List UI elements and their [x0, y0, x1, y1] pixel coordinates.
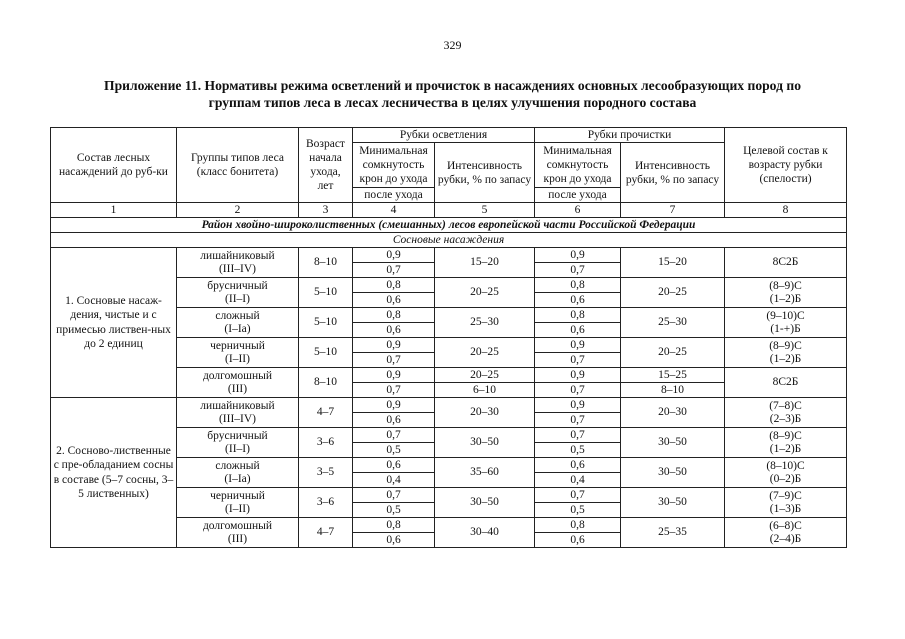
start-age-cell: 8–10: [299, 368, 353, 398]
osv-density-after: 0,5: [353, 443, 435, 458]
forest-type-cell: [177, 518, 299, 548]
start-age-cell: 4–7: [299, 518, 353, 548]
osv-intensity-cell: 35–60: [435, 458, 535, 488]
osv-density-after: 0,6: [353, 293, 435, 308]
proch-density-before: 0,7: [535, 488, 621, 503]
start-age-cell: 4–7: [299, 398, 353, 428]
start-age-cell: 3–6: [299, 428, 353, 458]
target-composition-line: (7–9)С: [769, 489, 802, 502]
osv-intensity-cell: 15–20: [435, 248, 535, 278]
proch-density-before: 0,8: [535, 518, 621, 533]
header-intensity-osv: Интенсивность рубки, % по запасу: [435, 143, 535, 203]
osv-density-before: 0,9: [353, 368, 435, 383]
page-title: [40, 77, 865, 111]
group-label: 2. Сосново-лиственные с пре-обладанием сосны в составе (5–7 сосны, 3–5 лиственных): [51, 398, 177, 548]
proch-density-before: 0,8: [535, 278, 621, 293]
column-number: 1: [51, 203, 177, 218]
proch-density-after: 0,6: [535, 533, 621, 548]
start-age-cell: 5–10: [299, 308, 353, 338]
target-composition-line: (7–8)С: [769, 399, 802, 412]
osv-intensity-cell: 20–25: [435, 338, 535, 368]
proch-density-after: 0,5: [535, 503, 621, 518]
header-min-density-proch: Минимальная сомкнутость крон до ухода: [535, 143, 621, 188]
osv-density-after: 0,6: [353, 533, 435, 548]
proch-density-before: 0,9: [535, 398, 621, 413]
target-composition-cell: [725, 338, 847, 368]
target-composition-line: (8–10)С: [766, 459, 805, 472]
title-line-1: Приложение 11. Нормативы режима осветлений и прочисток в насаждениях основных лесообразующих пород по: [104, 78, 801, 93]
target-composition-cell: [725, 248, 847, 278]
target-composition-line: (2–4)Б: [769, 532, 802, 545]
forest-type-cell: [177, 278, 299, 308]
forest-type-class: (I–Ia): [224, 472, 251, 485]
target-composition-line: (1–2)Б: [769, 442, 802, 455]
target-composition-line: (1-+)Б: [770, 322, 801, 335]
target-composition-line: (8–9)С: [769, 279, 802, 292]
osv-density-before: 0,8: [353, 518, 435, 533]
target-composition-line: (1–2)Б: [769, 292, 802, 305]
forest-type-name: долгомошный: [202, 519, 273, 532]
proch-intensity-cell: 15–25: [621, 368, 725, 383]
forest-type-name: долгомошный: [202, 369, 273, 382]
osv-density-after: 0,5: [353, 503, 435, 518]
osv-density-after: 0,6: [353, 413, 435, 428]
target-composition-line: (0–2)Б: [769, 472, 802, 485]
proch-density-after: 0,7: [535, 413, 621, 428]
norms-table: [50, 127, 847, 548]
column-number: 7: [621, 203, 725, 218]
header-after-care-osv: после ухода: [353, 188, 435, 203]
osv-density-before: 0,9: [353, 398, 435, 413]
forest-type-cell: [177, 488, 299, 518]
region-row: Район хвойно-широколиственных (смешанных) лесов европейской части Российской Федерации: [51, 218, 847, 233]
target-composition-line: (2–3)Б: [769, 412, 802, 425]
header-group-proch: Рубки прочистки: [535, 128, 725, 143]
target-composition-line: (9–10)С: [766, 309, 805, 322]
target-composition-cell: [725, 398, 847, 428]
header-group-osv: Рубки осветления: [353, 128, 535, 143]
osv-density-after: 0,7: [353, 263, 435, 278]
proch-intensity-cell: 25–35: [621, 518, 725, 548]
proch-density-after: 0,6: [535, 323, 621, 338]
forest-type-cell: [177, 458, 299, 488]
osv-density-before: 0,7: [353, 428, 435, 443]
column-number: 6: [535, 203, 621, 218]
forest-type-name: черничный: [210, 489, 265, 502]
target-composition-line: (8–9)С: [769, 429, 802, 442]
forest-type-cell: [177, 368, 299, 398]
target-composition-cell: [725, 308, 847, 338]
osv-density-before: 0,9: [353, 248, 435, 263]
column-number: 2: [177, 203, 299, 218]
osv-density-after: 0,6: [353, 323, 435, 338]
header-col1: Состав лесных насаждений до руб-ки: [51, 128, 177, 203]
column-number: 8: [725, 203, 847, 218]
proch-density-after: 0,5: [535, 443, 621, 458]
proch-density-after: 0,6: [535, 293, 621, 308]
start-age-cell: 8–10: [299, 248, 353, 278]
header-min-density-osv: Минимальная сомкнутость крон до ухода: [353, 143, 435, 188]
forest-type-class: (III): [227, 532, 248, 545]
proch-intensity-cell: 25–30: [621, 308, 725, 338]
target-composition-line: (8–9)С: [769, 339, 802, 352]
proch-density-before: 0,9: [535, 248, 621, 263]
forest-type-class: (I–II): [225, 502, 250, 515]
header-col2: Группы типов леса (класс бонитета): [177, 128, 299, 203]
osv-density-before: 0,8: [353, 278, 435, 293]
forest-type-name: лишайниковый: [200, 399, 275, 412]
osv-intensity-cell: 30–40: [435, 518, 535, 548]
target-composition-line: 8С2Б: [772, 256, 799, 268]
forest-type-cell: [177, 428, 299, 458]
proch-intensity-cell: 8–10: [621, 383, 725, 398]
osv-density-after: 0,7: [353, 383, 435, 398]
target-composition-cell: [725, 458, 847, 488]
proch-density-before: 0,6: [535, 458, 621, 473]
forest-type-cell: [177, 308, 299, 338]
proch-density-before: 0,9: [535, 338, 621, 353]
target-composition-line: (6–8)С: [769, 519, 802, 532]
proch-intensity-cell: 30–50: [621, 458, 725, 488]
forest-type-class: (I–Ia): [224, 322, 251, 335]
header-intensity-proch: Интенсивность рубки, % по запасу: [621, 143, 725, 203]
osv-intensity-cell: 30–50: [435, 488, 535, 518]
proch-intensity-cell: 20–30: [621, 398, 725, 428]
column-number: 5: [435, 203, 535, 218]
header-after-care-proch: после ухода: [535, 188, 621, 203]
osv-intensity-cell: 30–50: [435, 428, 535, 458]
proch-intensity-cell: 20–25: [621, 338, 725, 368]
proch-intensity-cell: 30–50: [621, 488, 725, 518]
group-label: 1. Сосновые насаж-дения, чистые и с примесью листвен-ных до 2 единиц: [51, 248, 177, 398]
header-col8: Целевой состав к возрасту рубки (спелости): [725, 128, 847, 203]
table-row: [51, 398, 847, 413]
osv-density-before: 0,9: [353, 338, 435, 353]
proch-intensity-cell: 15–20: [621, 248, 725, 278]
start-age-cell: 3–5: [299, 458, 353, 488]
table-row: [51, 248, 847, 263]
target-composition-line: (1–2)Б: [769, 352, 802, 365]
target-composition-cell: [725, 278, 847, 308]
osv-density-after: 0,4: [353, 473, 435, 488]
proch-density-after: 0,7: [535, 263, 621, 278]
osv-intensity-cell: 6–10: [435, 383, 535, 398]
start-age-cell: 3–6: [299, 488, 353, 518]
osv-density-before: 0,6: [353, 458, 435, 473]
proch-intensity-cell: 30–50: [621, 428, 725, 458]
header-col3: Возраст начала ухода, лет: [299, 128, 353, 203]
forest-type-cell: [177, 248, 299, 278]
forest-type-class: (III–IV): [218, 412, 257, 425]
page-number: 329: [443, 38, 462, 52]
forest-type-class: (II–I): [225, 442, 250, 455]
forest-type-class: (III–IV): [218, 262, 257, 275]
target-composition-cell: [725, 368, 847, 398]
forest-type-class: (III): [227, 382, 248, 395]
proch-density-after: 0,7: [535, 383, 621, 398]
forest-type-name: черничный: [210, 339, 265, 352]
osv-density-before: 0,7: [353, 488, 435, 503]
osv-intensity-cell: 25–30: [435, 308, 535, 338]
target-composition-line: (1–3)Б: [769, 502, 802, 515]
subregion-row: Сосновые насаждения: [51, 233, 847, 248]
forest-type-class: (I–II): [225, 352, 250, 365]
forest-type-class: (II–I): [225, 292, 250, 305]
target-composition-cell: [725, 488, 847, 518]
target-composition-cell: [725, 518, 847, 548]
osv-density-after: 0,7: [353, 353, 435, 368]
start-age-cell: 5–10: [299, 278, 353, 308]
proch-intensity-cell: 20–25: [621, 278, 725, 308]
osv-intensity-cell: 20–25: [435, 278, 535, 308]
osv-intensity-cell: 20–30: [435, 398, 535, 428]
forest-type-name: сложный: [215, 459, 260, 472]
target-composition-line: 8С2Б: [772, 376, 799, 388]
target-composition-cell: [725, 428, 847, 458]
column-number: 4: [353, 203, 435, 218]
column-number: 3: [299, 203, 353, 218]
forest-type-name: лишайниковый: [200, 249, 275, 262]
proch-density-before: 0,8: [535, 308, 621, 323]
forest-type-name: сложный: [215, 309, 260, 322]
forest-type-cell: [177, 398, 299, 428]
osv-intensity-cell: 20–25: [435, 368, 535, 383]
osv-density-before: 0,8: [353, 308, 435, 323]
forest-type-name: брусничный: [207, 279, 268, 292]
start-age-cell: 5–10: [299, 338, 353, 368]
proch-density-after: 0,7: [535, 353, 621, 368]
proch-density-after: 0,4: [535, 473, 621, 488]
proch-density-before: 0,7: [535, 428, 621, 443]
forest-type-cell: [177, 338, 299, 368]
proch-density-before: 0,9: [535, 368, 621, 383]
title-line-2: группам типов леса в лесах лесничества в целях улучшения породного состава: [208, 95, 697, 110]
forest-type-name: брусничный: [207, 429, 268, 442]
